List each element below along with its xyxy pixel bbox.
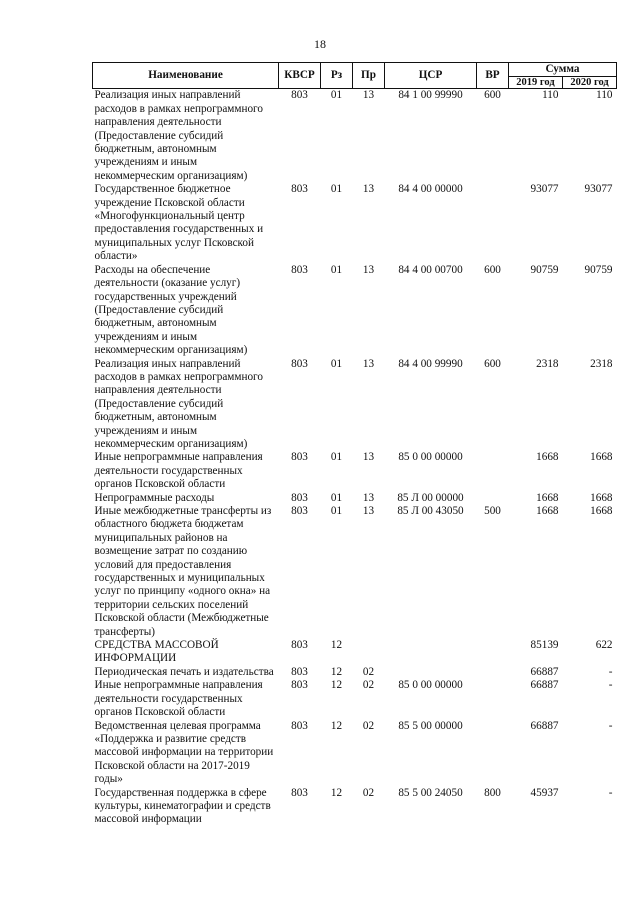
row-sum-2019: 1668: [536, 451, 559, 464]
row-vr: [477, 183, 509, 263]
row-name: Реализация иных направлений расходов в рамках непрограммного направления деятельности (Предоставление субсидий бюджетным, автономным учреждениям и иным некоммерческим организациям): [94, 357, 263, 450]
table-row: [93, 89, 617, 183]
row-kvsr: 803: [291, 786, 308, 799]
row-kvsr: 803: [291, 451, 308, 464]
row-pr: [353, 639, 385, 666]
row-sum-2019: 85139: [530, 639, 559, 652]
table-row: [93, 492, 617, 505]
row-csr: [385, 639, 477, 666]
row-vr: [477, 679, 509, 719]
table-row: [93, 639, 617, 666]
row-csr: 84 4 00 00000: [398, 183, 463, 196]
row-sum-2019: 2318: [536, 357, 559, 370]
table-body: [93, 89, 617, 827]
row-csr: 84 1 00 99990: [398, 89, 463, 102]
row-sum-2019: 66887: [530, 679, 559, 692]
page-number: 18: [314, 37, 326, 51]
table-row: [93, 720, 617, 787]
row-name: Расходы на обеспечение деятельности (оказание услуг) государственных учреждений (Предоставление субсидий бюджетным, автономным учреждениям и иным некоммерческим организациям): [94, 263, 248, 357]
row-rz: 12: [330, 719, 343, 732]
row-csr: 85 0 00 00000: [398, 451, 463, 464]
row-rz: 01: [330, 263, 343, 276]
row-vr: [477, 451, 509, 491]
row-sum-2020: -: [608, 665, 613, 678]
row-sum-2020: 622: [595, 639, 613, 652]
header-csr: ЦСР: [385, 63, 477, 89]
header-kvsr: КВСР: [279, 63, 321, 89]
table-row: [93, 183, 617, 263]
row-csr: 85 5 00 24050: [398, 786, 463, 799]
row-sum-2019: 66887: [530, 719, 559, 732]
table-row: [93, 358, 617, 452]
row-csr: 84 4 00 99990: [398, 357, 463, 370]
row-pr: 02: [362, 786, 375, 799]
row-pr: 13: [362, 357, 375, 370]
row-sum-2020: 1668: [590, 505, 613, 517]
header-rz: Рз: [321, 63, 353, 89]
row-name: Ведомственная целевая программа «Поддержка и развитие средств массовой информации на территории Псковской области на 2017-2019 годы»: [94, 719, 274, 786]
row-rz: 12: [330, 679, 343, 692]
header-vr: ВР: [477, 63, 509, 89]
row-pr: 13: [362, 451, 375, 464]
row-sum-2020: 1668: [590, 451, 613, 464]
row-name: Иные непрограммные направления деятельности государственных органов Псковской области: [94, 451, 263, 491]
row-pr: 13: [362, 183, 375, 196]
row-sum-2019: 45937: [530, 786, 559, 799]
table-row: [93, 264, 617, 358]
row-rz: 12: [330, 639, 343, 652]
row-kvsr: 803: [291, 89, 308, 102]
table-row: [93, 666, 617, 679]
row-csr: 85 5 00 00000: [398, 719, 463, 732]
row-name: Непрограммные расходы: [94, 491, 215, 504]
row-csr: 85 0 00 00000: [398, 679, 463, 692]
row-kvsr: 803: [291, 183, 308, 196]
table-header: [93, 63, 617, 89]
row-rz: 01: [330, 357, 343, 370]
row-sum-2020: 90759: [584, 263, 613, 276]
row-rz: 01: [330, 183, 343, 196]
row-sum-2020: -: [608, 679, 613, 692]
row-sum-2020: 110: [596, 89, 613, 102]
row-name: СРЕДСТВА МАССОВОЙ ИНФОРМАЦИИ: [94, 639, 219, 665]
header-year-2019: 2019 год: [509, 77, 563, 89]
row-name: Периодическая печать и издательства: [94, 665, 274, 678]
header-name: Наименование: [93, 63, 279, 89]
header-year-2020: 2020 год: [563, 77, 617, 89]
row-kvsr: 803: [291, 491, 308, 504]
row-sum-2019: 93077: [530, 183, 559, 196]
row-vr: 600: [484, 263, 501, 276]
row-csr: 85 Л 00 43050: [397, 505, 464, 517]
row-kvsr: 803: [291, 679, 308, 692]
row-sum-2020: -: [608, 786, 613, 799]
row-kvsr: 803: [291, 505, 308, 517]
table-row: [93, 679, 617, 719]
row-rz: 12: [330, 665, 343, 678]
row-sum-2020: 2318: [590, 357, 613, 370]
row-csr: 85 Л 00 00000: [397, 491, 464, 504]
row-name: Реализация иных направлений расходов в рамках непрограммного направления деятельности (Предоставление субсидий бюджетным, автономным учреждениям и иным некоммерческим организациям): [94, 89, 263, 182]
row-sum-2019: 1668: [536, 491, 559, 504]
table-row: [93, 451, 617, 491]
row-kvsr: 803: [291, 639, 308, 652]
row-vr: 600: [484, 89, 501, 102]
row-name: Государственная поддержка в сфере культуры, кинематографии и средств массовой информации: [94, 786, 271, 826]
row-kvsr: 803: [291, 263, 308, 276]
row-pr: 02: [362, 665, 375, 678]
row-vr: [477, 666, 509, 679]
budget-table: [92, 62, 617, 827]
row-vr: [477, 492, 509, 505]
row-rz: 01: [330, 505, 343, 517]
row-csr: 84 4 00 00700: [398, 263, 463, 276]
row-name: Государственное бюджетное учреждение Псковской области «Многофункциональный центр предоставления государственных и муниципальных услуг Псковской области»: [94, 183, 264, 263]
table-row: [93, 787, 617, 827]
row-sum-2020: 93077: [584, 183, 613, 196]
row-pr: 13: [362, 491, 375, 504]
header-pr: Пр: [353, 63, 385, 89]
row-pr: 13: [362, 263, 375, 276]
row-rz: 01: [330, 89, 343, 102]
row-rz: 01: [330, 451, 343, 464]
row-rz: 12: [330, 786, 343, 799]
row-pr: 02: [362, 719, 375, 732]
row-vr: 800: [484, 786, 501, 799]
row-pr: 13: [362, 505, 375, 517]
row-kvsr: 803: [291, 719, 308, 732]
row-sum-2020: 1668: [590, 491, 613, 504]
row-vr: 600: [484, 357, 501, 370]
row-vr: [477, 720, 509, 787]
row-sum-2020: -: [608, 719, 613, 732]
row-pr: 13: [362, 89, 375, 102]
row-vr: 500: [484, 505, 501, 517]
row-sum-2019: 110: [542, 89, 559, 102]
row-kvsr: 803: [291, 357, 308, 370]
header-sum: Сумма: [509, 63, 617, 77]
row-sum-2019: 90759: [530, 263, 559, 276]
row-rz: 01: [330, 491, 343, 504]
row-name: Иные непрограммные направления деятельности государственных органов Псковской области: [94, 679, 263, 719]
row-sum-2019: 66887: [530, 665, 559, 678]
row-name: Иные межбюджетные трансферты из областного бюджета бюджетам муниципальных районов на возмещение затрат по созданию условий для предоставления государственных и муниципальных услуг по принципу «одного окна» на территории сельских поселений Псковской области (Межбюджетные трансферты): [94, 505, 272, 638]
row-kvsr: 803: [291, 665, 308, 678]
row-pr: 02: [362, 679, 375, 692]
row-csr: [385, 666, 477, 679]
table-row: [93, 505, 617, 639]
row-vr: [477, 639, 509, 666]
row-sum-2019: 1668: [536, 505, 559, 517]
